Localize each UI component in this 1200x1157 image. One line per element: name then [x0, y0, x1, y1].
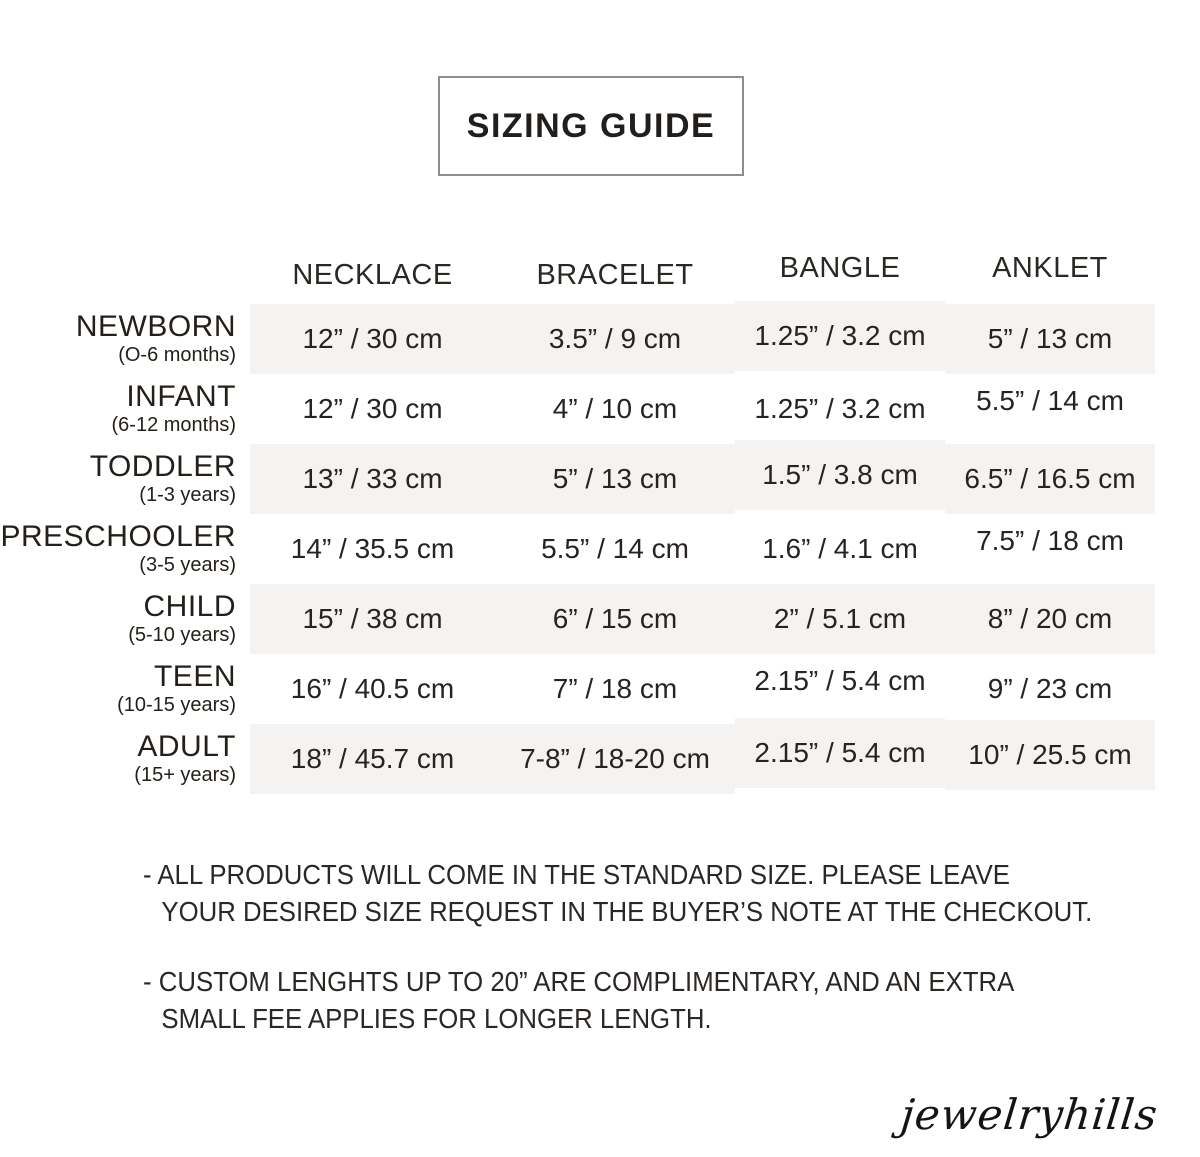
- cell-necklace: 12” / 30 cm: [250, 304, 495, 374]
- row-sublabel: (1-3 years): [139, 484, 236, 506]
- cell-necklace: 18” / 45.7 cm: [250, 724, 495, 794]
- cell-necklace: 13” / 33 cm: [250, 444, 495, 514]
- cell-anklet: 8” / 20 cm: [945, 584, 1155, 654]
- cell-anklet: 10” / 25.5 cm: [945, 720, 1155, 790]
- table-row: [0, 724, 1155, 794]
- cell-necklace: 15” / 38 cm: [250, 584, 495, 654]
- cell-anklet: 9” / 23 cm: [987, 673, 1113, 704]
- cell-necklace: 16” / 40.5 cm: [290, 673, 455, 704]
- row-header-cell: [0, 584, 250, 654]
- cell-bracelet: 5” / 13 cm: [495, 444, 735, 514]
- table-row: [0, 304, 1155, 374]
- note-custom-length: [143, 963, 1092, 1037]
- column-header-bracelet: BRACELET: [536, 259, 694, 291]
- sizing-table: [0, 247, 1155, 794]
- cell-anklet: 7.5” / 18 cm: [976, 525, 1124, 556]
- table-row: [0, 374, 1155, 444]
- row-header-cell: [0, 444, 250, 514]
- cell-anklet: 6.5” / 16.5 cm: [945, 444, 1155, 514]
- cell-bracelet: 5.5” / 14 cm: [541, 533, 689, 564]
- note-line: SMALL FEE APPLIES FOR LONGER LENGTH.: [161, 1003, 712, 1034]
- cell-bangle: 1.25” / 3.2 cm: [754, 393, 926, 424]
- table-row: [0, 444, 1155, 514]
- table-row: [0, 514, 1155, 584]
- cell-bangle: 2” / 5.1 cm: [735, 584, 945, 654]
- note-line: YOUR DESIRED SIZE REQUEST IN THE BUYER’S NOTE AT THE CHECKOUT.: [161, 896, 1093, 927]
- row-sublabel: (15+ years): [134, 764, 236, 786]
- row-header-cell: [0, 514, 250, 584]
- table-row: [0, 654, 1155, 724]
- cell-bangle: 1.5” / 3.8 cm: [735, 440, 945, 510]
- cell-bangle: 1.25” / 3.2 cm: [735, 301, 945, 371]
- row-header-cell: [0, 304, 250, 374]
- title-box: [438, 76, 744, 176]
- row-sublabel: (5-10 years): [128, 624, 236, 646]
- row-header-cell: [0, 724, 250, 794]
- page-title: SIZING GUIDE: [466, 106, 716, 145]
- row-label: PRESCHOOLER: [0, 520, 236, 553]
- table-header-row: [0, 247, 1155, 304]
- cell-bracelet: 7-8” / 18-20 cm: [495, 724, 735, 794]
- row-sublabel: (O-6 months): [118, 344, 236, 366]
- cell-anklet: 5” / 13 cm: [945, 304, 1155, 374]
- cell-bracelet: 6” / 15 cm: [495, 584, 735, 654]
- table-row: [0, 584, 1155, 654]
- cell-bracelet: 7” / 18 cm: [552, 673, 678, 704]
- cell-bangle: 2.15” / 5.4 cm: [735, 718, 945, 788]
- note-line: - CUSTOM LENGHTS UP TO 20” ARE COMPLIMENTARY, AND AN EXTRA: [143, 966, 1015, 997]
- note-line: - ALL PRODUCTS WILL COME IN THE STANDARD SIZE. PLEASE LEAVE: [143, 859, 1010, 890]
- cell-bangle: 2.15” / 5.4 cm: [754, 665, 926, 696]
- cell-bangle: 1.6” / 4.1 cm: [762, 533, 918, 564]
- cell-bracelet: 4” / 10 cm: [552, 393, 678, 424]
- cell-necklace: 14” / 35.5 cm: [290, 533, 455, 564]
- brand-signature: jewelryhills: [898, 1090, 1161, 1139]
- cell-bracelet: 3.5” / 9 cm: [495, 304, 735, 374]
- row-label: CHILD: [143, 590, 236, 623]
- cell-necklace: 12” / 30 cm: [302, 393, 443, 424]
- row-sublabel: (3-5 years): [139, 554, 236, 576]
- row-label: TEEN: [153, 660, 236, 693]
- row-label: INFANT: [126, 380, 236, 413]
- notes-section: [143, 856, 1175, 1037]
- column-header-anklet: ANKLET: [992, 252, 1108, 284]
- column-header-bangle: BANGLE: [779, 252, 901, 284]
- row-label: NEWBORN: [75, 310, 236, 343]
- table-body: [0, 304, 1155, 794]
- row-header-cell: [0, 654, 250, 724]
- row-label: ADULT: [137, 730, 236, 763]
- note-standard-size: [143, 856, 1092, 930]
- cell-anklet: 5.5” / 14 cm: [976, 385, 1124, 416]
- row-sublabel: (10-15 years): [117, 694, 236, 716]
- row-label: TODDLER: [89, 450, 236, 483]
- row-sublabel: (6-12 months): [111, 414, 236, 436]
- row-header-cell: [0, 374, 250, 444]
- column-header-necklace: NECKLACE: [292, 259, 453, 291]
